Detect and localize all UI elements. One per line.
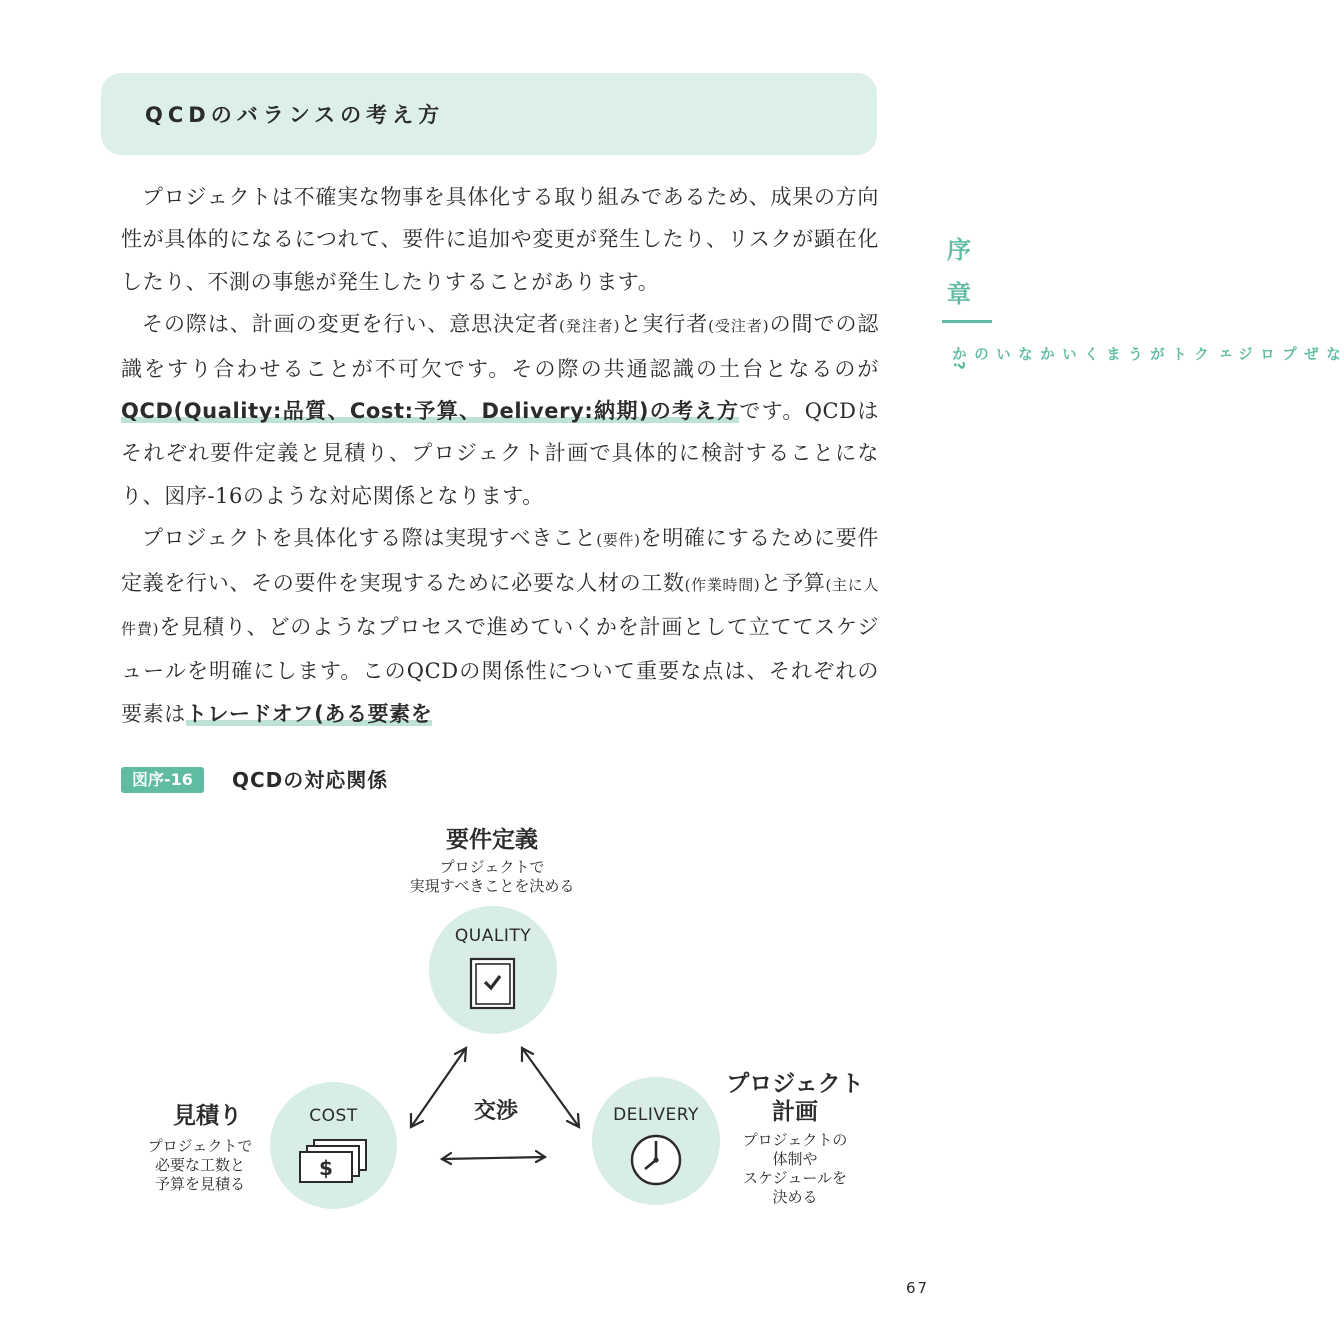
chapter-label: 序章 (947, 236, 971, 308)
qcd-highlight: QCD(Quality:品質、Cost:予算、Delivery:納期)の考え方 (121, 399, 740, 424)
p2-note-orderer: (発注者) (558, 317, 621, 336)
cost-circle-label: COST (309, 1106, 358, 1126)
tradeoff-highlight: トレードオフ(ある要素を (185, 701, 433, 726)
figure-title: QCDの対応関係 (232, 768, 389, 792)
p2-text-a: その際は、計画の変更を行い、意思決定者 (142, 312, 559, 337)
page-number: 67 (906, 1279, 930, 1297)
p3-text-e: と予算 (760, 570, 826, 595)
delivery-title-line-2: 計画 (772, 1099, 818, 1125)
delivery-desc-line-1: プロジェクトの (742, 1131, 848, 1149)
arrow-cost-delivery (442, 1151, 545, 1164)
delivery-title-line-1: プロジェクト (726, 1071, 864, 1097)
delivery-desc-line-2: 体制や (772, 1150, 818, 1168)
section-heading: QCDのバランスの考え方 (145, 103, 445, 127)
p3-text-g: を見積り、どのようなプロセスで進めていくかを計画として立ててスケジュールを明確にします。このQCDの関係性について重要な点は、それぞれの要素は (121, 615, 879, 726)
p3-note-work-time: (作業時間) (684, 575, 761, 594)
quality-node-title: 要件定義 (446, 827, 538, 853)
cost-desc-line-2: 必要な工数と (154, 1156, 245, 1174)
quality-desc-line-2: 実現すべきことを決める (409, 877, 575, 895)
svg-text:$: $ (319, 1156, 333, 1180)
p2-text-f: です。QCDはそれぞれ要件定義と見積り、プロジェクト計画で具体的に検討することになり、図序-16のような対応関係となります。 (121, 399, 879, 508)
p2-text-c: と実行者 (620, 312, 709, 337)
quality-desc-line-1: プロジェクトで (439, 858, 545, 876)
paragraph-1-text: プロジェクトは不確実な物事を具体化する取り組みであるため、成果の方向性が具体的になるにつれて、要件に追加や変更が発生したり、リスクが顕在化したり、不測の事態が発生したりすることがあります。 (121, 185, 879, 294)
p2-note-contractor: (受注者) (708, 317, 770, 336)
delivery-circle-label: DELIVERY (613, 1105, 699, 1125)
p2-text-e: の間での認識をすり合わせることが不可欠です。その際の共通認識の土台となるのが (121, 312, 879, 381)
quality-circle-label: QUALITY (454, 926, 532, 946)
cost-node-title: 見積り (173, 1103, 242, 1129)
arrow-quality-cost (411, 1048, 466, 1127)
chapter-subtitle: なぜプロジェクトがうまくいかないのか? (950, 346, 1342, 370)
cost-desc-line-3: 予算を見積る (154, 1175, 245, 1193)
negotiation-label: 交渉 (473, 1099, 518, 1124)
arrow-quality-delivery (522, 1048, 579, 1127)
figure-number-badge: 図序-16 (121, 767, 204, 793)
p3-text-a: プロジェクトを具体化する際は実現すべきこと (142, 526, 597, 551)
cost-desc-line-1: プロジェクトで (147, 1137, 253, 1155)
p3-note-labor-cost: (主に人件費) (121, 575, 879, 639)
p3-text-c: を明確にするために要件定義を行い、その要件を実現するために必要な人材の工数 (121, 526, 879, 595)
delivery-desc-line-4: 決める (772, 1188, 818, 1206)
delivery-desc-line-3: スケジュールを (742, 1169, 848, 1187)
p3-note-requirements: (要件) (596, 531, 641, 550)
